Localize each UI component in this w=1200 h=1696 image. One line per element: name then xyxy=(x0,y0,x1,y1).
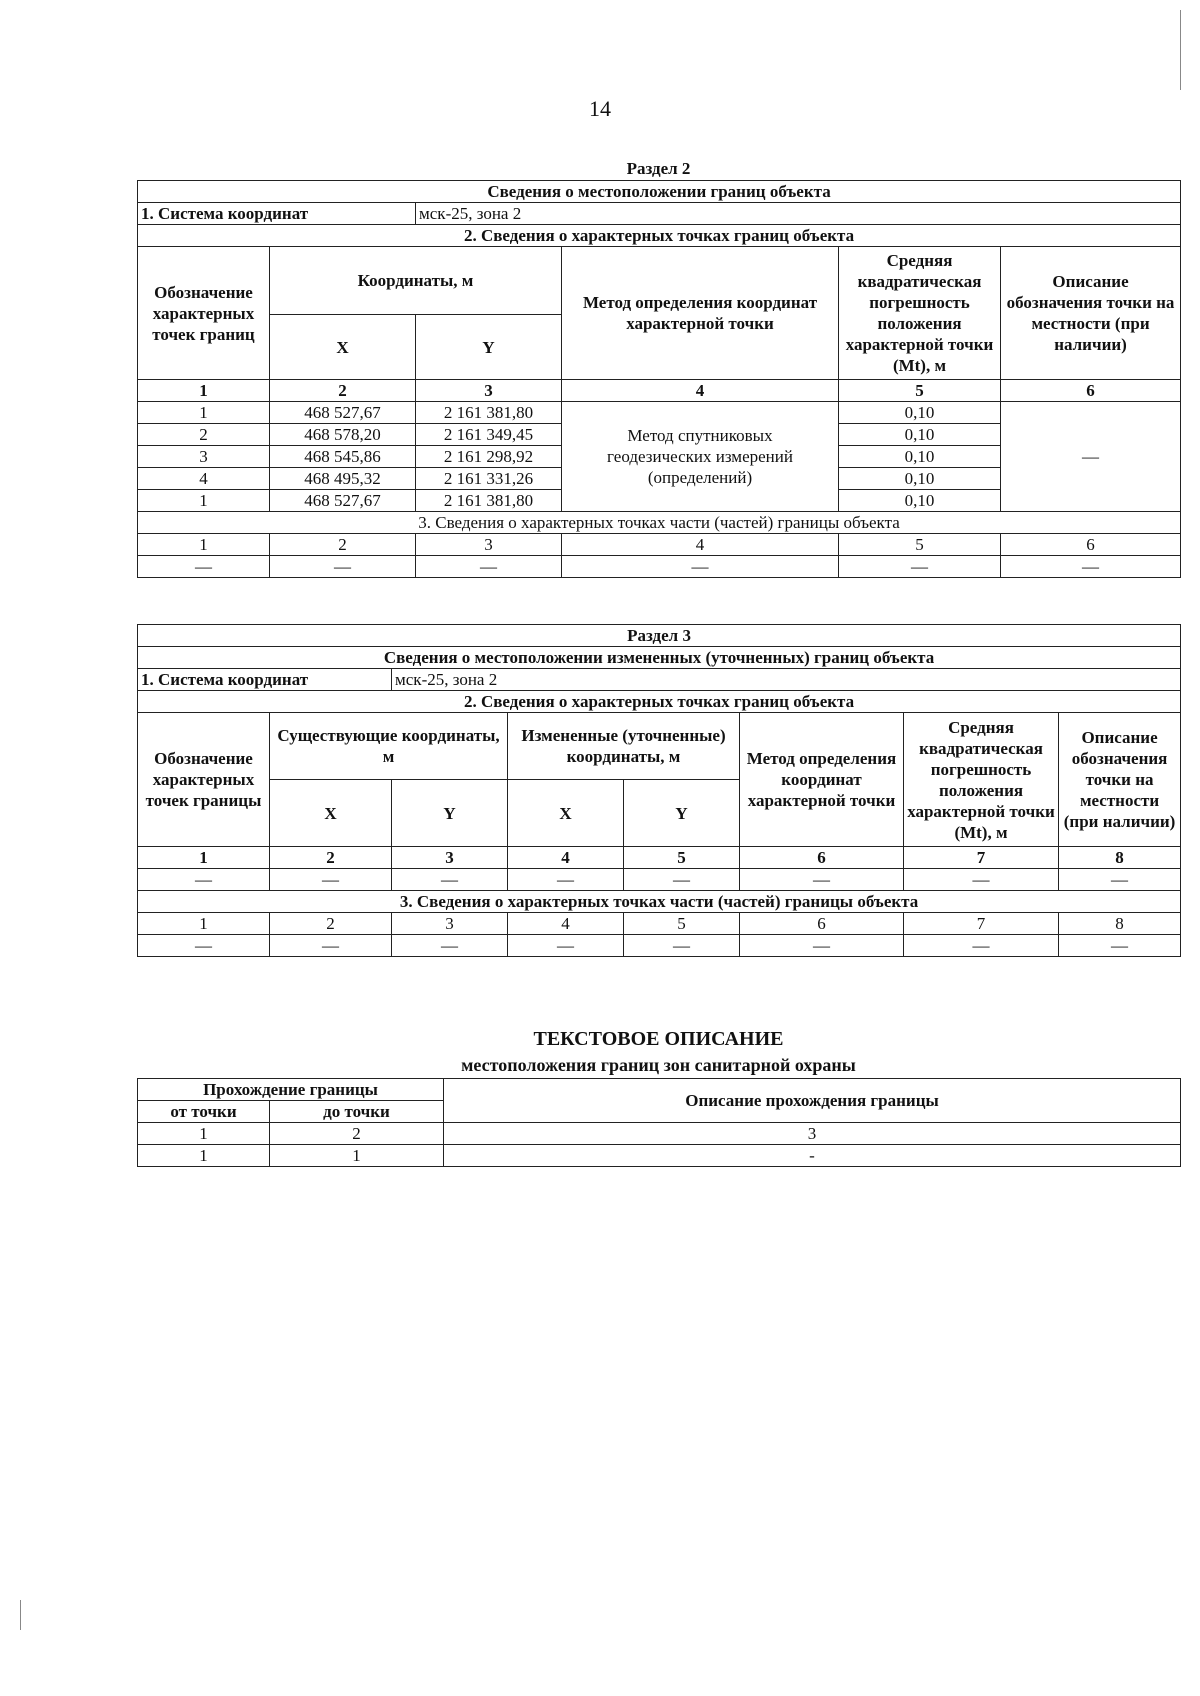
point-number: 1 xyxy=(138,490,270,512)
text-description-section xyxy=(137,1078,1180,1167)
point-x: 468 527,67 xyxy=(270,402,416,424)
dash-cell: — xyxy=(1059,935,1181,957)
dash-cell: — xyxy=(508,935,624,957)
point-x: 468 495,32 xyxy=(270,468,416,490)
point-mt: 0,10 xyxy=(839,468,1001,490)
point-y: 2 161 349,45 xyxy=(416,424,562,446)
dash-cell: — xyxy=(138,869,270,891)
header-x: X xyxy=(508,780,624,847)
column-numbers-row xyxy=(138,1123,1181,1145)
dash-cell: — xyxy=(839,556,1001,578)
col-num: 5 xyxy=(624,913,740,935)
parts-title: 3. Сведения о характерных точках части (частей) границы объекта xyxy=(138,512,1181,534)
header-coords: Координаты, м xyxy=(270,247,562,315)
points-title: 2. Сведения о характерных точках границ объекта xyxy=(138,691,1181,713)
point-y: 2 161 381,80 xyxy=(416,490,562,512)
header-y: Y xyxy=(416,315,562,380)
coord-system-label: 1. Система координат xyxy=(138,669,392,691)
section-3-subtitle: Сведения о местоположении измененных (уточненных) границ объекта xyxy=(138,647,1181,669)
header-y: Y xyxy=(392,780,508,847)
col-num: 1 xyxy=(138,913,270,935)
table-row xyxy=(138,556,1181,578)
section-3 xyxy=(137,624,1180,957)
col-num: 1 xyxy=(138,847,270,869)
col-num: 2 xyxy=(270,913,392,935)
col-num: 8 xyxy=(1059,847,1181,869)
col-num: 4 xyxy=(508,847,624,869)
header-x: X xyxy=(270,315,416,380)
description-value: — xyxy=(1001,402,1181,512)
dash-cell: — xyxy=(1059,869,1181,891)
point-number: 2 xyxy=(138,424,270,446)
section-3-title: Раздел 3 xyxy=(138,625,1181,647)
header-existing: Существующие координаты, м xyxy=(270,713,508,780)
text-description-table xyxy=(137,1078,1181,1167)
desc-value: - xyxy=(444,1145,1181,1167)
dash-cell: — xyxy=(904,869,1059,891)
col-num: 3 xyxy=(392,913,508,935)
col-num: 7 xyxy=(904,847,1059,869)
col-num: 1 xyxy=(138,1123,270,1145)
coord-system-value: мск-25, зона 2 xyxy=(392,669,1181,691)
text-description-subtitle: местоположения границ зон санитарной охраны xyxy=(461,1055,856,1075)
dash-cell: — xyxy=(392,869,508,891)
col-num: 1 xyxy=(138,380,270,402)
col-num: 6 xyxy=(740,847,904,869)
point-number: 4 xyxy=(138,468,270,490)
dash-cell: — xyxy=(562,556,839,578)
page-number: 14 xyxy=(589,96,611,121)
col-num: 4 xyxy=(508,913,624,935)
col-num: 6 xyxy=(1001,534,1181,556)
header-to: до точки xyxy=(270,1101,444,1123)
col-num: 4 xyxy=(562,380,839,402)
col-num: 8 xyxy=(1059,913,1181,935)
table-row xyxy=(138,869,1181,891)
point-number: 3 xyxy=(138,446,270,468)
col-num: 3 xyxy=(416,380,562,402)
point-y: 2 161 298,92 xyxy=(416,446,562,468)
header-changed: Измененные (уточненные) координаты, м xyxy=(508,713,740,780)
dash-cell: — xyxy=(270,869,392,891)
header-passage: Прохождение границы xyxy=(138,1079,444,1101)
col-num: 2 xyxy=(270,534,416,556)
point-mt: 0,10 xyxy=(839,490,1001,512)
point-number: 1 xyxy=(138,402,270,424)
point-x: 468 578,20 xyxy=(270,424,416,446)
from-point: 1 xyxy=(138,1145,270,1167)
scan-mark xyxy=(20,1600,21,1630)
col-num: 1 xyxy=(138,534,270,556)
dash-cell: — xyxy=(624,935,740,957)
section-2-title: Раздел 2 xyxy=(626,159,691,178)
col-num: 7 xyxy=(904,913,1059,935)
header-designation: Обозначение характерных точек границ xyxy=(138,247,270,380)
header-desc: Описание прохождения границы xyxy=(444,1079,1181,1123)
parts-column-numbers-row xyxy=(138,534,1181,556)
header-method: Метод определения координат характерной точки xyxy=(740,713,904,847)
header-designation: Обозначение характерных точек границы xyxy=(138,713,270,847)
section-2-subtitle: Сведения о местоположении границ объекта xyxy=(138,181,1181,203)
table-row xyxy=(138,402,1181,424)
col-num: 3 xyxy=(416,534,562,556)
point-mt: 0,10 xyxy=(839,424,1001,446)
dash-cell: — xyxy=(1001,556,1181,578)
col-num: 6 xyxy=(1001,380,1181,402)
dash-cell: — xyxy=(508,869,624,891)
coord-system-label: 1. Система координат xyxy=(138,203,416,225)
col-num: 5 xyxy=(839,534,1001,556)
header-description: Описание обозначения точки на местности (при наличии) xyxy=(1001,247,1181,380)
dash-cell: — xyxy=(740,869,904,891)
point-y: 2 161 331,26 xyxy=(416,468,562,490)
dash-cell: — xyxy=(270,935,392,957)
table-row xyxy=(138,1145,1181,1167)
dash-cell: — xyxy=(904,935,1059,957)
scan-mark xyxy=(1180,10,1181,90)
dash-cell: — xyxy=(138,556,270,578)
header-method: Метод определения координат характерной точки xyxy=(562,247,839,380)
parts-column-numbers-row xyxy=(138,913,1181,935)
dash-cell: — xyxy=(416,556,562,578)
header-error: Средняя квадратическая погрешность положения характерной точки (Mt), м xyxy=(839,247,1001,380)
points-title: 2. Сведения о характерных точках границ объекта xyxy=(138,225,1181,247)
dash-cell: — xyxy=(624,869,740,891)
point-x: 468 545,86 xyxy=(270,446,416,468)
column-numbers-row xyxy=(138,380,1181,402)
column-numbers-row xyxy=(138,847,1181,869)
col-num: 3 xyxy=(444,1123,1181,1145)
method-value: Метод спутниковых геодезических измерений (определений) xyxy=(562,402,839,512)
text-description-title: ТЕКСТОВОЕ ОПИСАНИЕ xyxy=(533,1028,784,1050)
header-y: Y xyxy=(624,780,740,847)
point-mt: 0,10 xyxy=(839,402,1001,424)
point-x: 468 527,67 xyxy=(270,490,416,512)
col-num: 5 xyxy=(624,847,740,869)
col-num: 2 xyxy=(270,1123,444,1145)
table-row xyxy=(138,935,1181,957)
dash-cell: — xyxy=(740,935,904,957)
coord-system-value: мск-25, зона 2 xyxy=(416,203,1181,225)
header-description: Описание обозначения точки на местности (при наличии) xyxy=(1059,713,1181,847)
header-error: Средняя квадратическая погрешность положения характерной точки (Mt), м xyxy=(904,713,1059,847)
point-mt: 0,10 xyxy=(839,446,1001,468)
col-num: 6 xyxy=(740,913,904,935)
section-3-table xyxy=(137,624,1181,957)
col-num: 5 xyxy=(839,380,1001,402)
col-num: 3 xyxy=(392,847,508,869)
dash-cell: — xyxy=(392,935,508,957)
parts-title: 3. Сведения о характерных точках части (частей) границы объекта xyxy=(138,891,1181,913)
point-y: 2 161 381,80 xyxy=(416,402,562,424)
to-point: 1 xyxy=(270,1145,444,1167)
dash-cell: — xyxy=(270,556,416,578)
section-2-table xyxy=(137,180,1181,578)
header-from: от точки xyxy=(138,1101,270,1123)
col-num: 4 xyxy=(562,534,839,556)
section-2 xyxy=(137,158,1180,578)
col-num: 2 xyxy=(270,380,416,402)
col-num: 2 xyxy=(270,847,392,869)
header-x: X xyxy=(270,780,392,847)
dash-cell: — xyxy=(138,935,270,957)
